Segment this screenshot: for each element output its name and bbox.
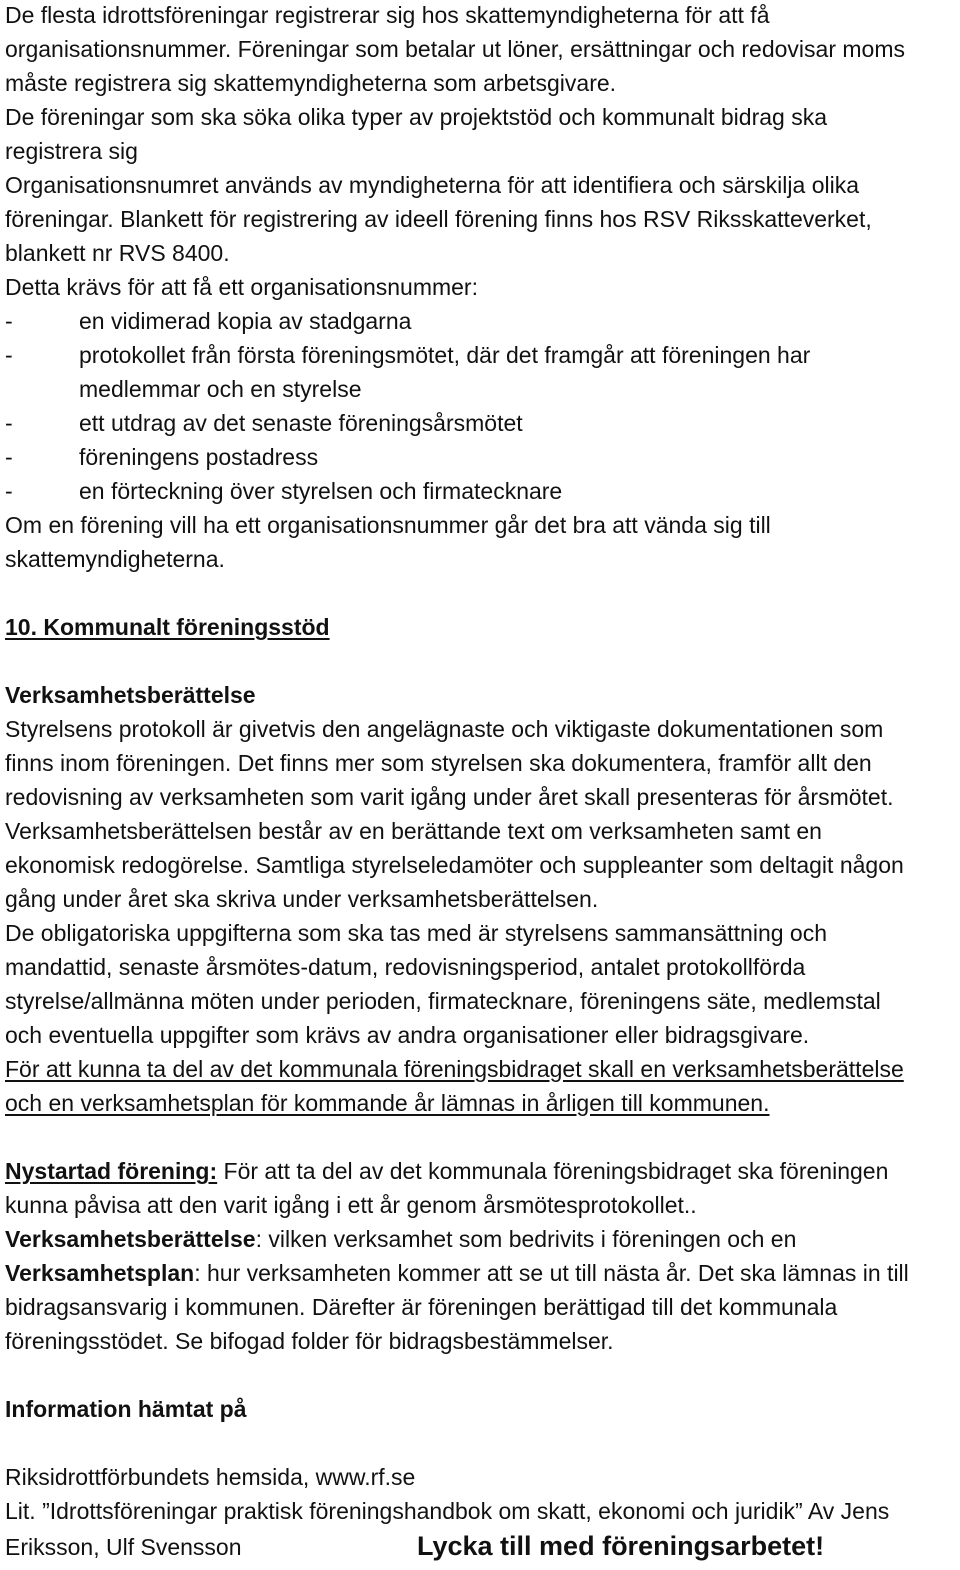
bullet-item — [5, 474, 562, 508]
text-line: Riksidrottförbundets hemsida, www.rf.se — [5, 1464, 416, 1490]
text-line: skattemyndigheterna. — [5, 546, 225, 572]
bullet-dash: - — [5, 410, 13, 436]
bullet-dash: - — [5, 444, 13, 470]
text-line: måste registrera sig skattemyndigheterna som arbetsgivare. — [5, 70, 617, 96]
text-line: Organisationsnumret används av myndigheterna för att identifiera och särskilja olika — [5, 172, 859, 198]
nystartad-line — [5, 1154, 888, 1188]
text-line: gång under året ska skriva under verksamhetsberättelsen. — [5, 886, 599, 912]
text-line: registrera sig — [5, 138, 138, 164]
bullet-dash: - — [5, 478, 13, 504]
text-line: styrelse/allmänna möten under perioden, firmatecknare, föreningens säte, medlemstal — [5, 988, 881, 1014]
text-line: De flesta idrottsföreningar registrerar sig hos skattemyndigheterna för att få — [5, 2, 770, 28]
nystartad-label: Nystartad förening: — [5, 1158, 218, 1184]
vb-line — [5, 1222, 796, 1256]
text-line: De obligatoriska uppgifterna som ska tas med är styrelsens sammansättning och — [5, 920, 828, 946]
bullet-text: föreningens postadress — [79, 444, 319, 470]
text-line: blankett nr RVS 8400. — [5, 240, 230, 266]
bullet-text: en vidimerad kopia av stadgarna — [79, 308, 412, 334]
vb-text: : vilken verksamhet som bedrivits i föreningen och en — [255, 1226, 797, 1252]
bullet-text: en förteckning över styrelsen och firmatecknare — [79, 478, 563, 504]
text-line: föreningar. Blankett för registrering av ideell förening finns hos RSV Riksskatteverket, — [5, 206, 872, 232]
text-line: finns inom föreningen. Det finns mer som styrelsen ska dokumentera, framför allt den — [5, 750, 872, 776]
vp-text: : hur verksamheten kommer att se ut till nästa år. Det ska lämnas in till — [194, 1260, 909, 1286]
underlined-line: och en verksamhetsplan för kommande år lämnas in årligen till kommunen. — [5, 1090, 770, 1116]
vp-label: Verksamhetsplan — [5, 1260, 195, 1286]
text-line: Eriksson, Ulf Svensson — [5, 1534, 242, 1560]
text-line: ekonomisk redogörelse. Samtliga styrelseledamöter och suppleanter som deltagit någon — [5, 852, 904, 878]
text-line: redovisning av verksamheten som varit igång under året skall presenteras för årsmötet. — [5, 784, 894, 810]
text-line: kunna påvisa att den varit igång i ett år genom årsmötesprotokollet.. — [5, 1192, 697, 1218]
subheading: Verksamhetsberättelse — [5, 682, 256, 708]
bullet-dash: - — [5, 342, 13, 368]
bullet-dash: - — [5, 308, 13, 334]
text-line: De föreningar som ska söka olika typer av projektstöd och kommunalt bidrag ska — [5, 104, 828, 130]
text-line: bidragsansvarig i kommunen. Därefter är föreningen berättigad till det kommunala — [5, 1294, 838, 1320]
text-line: och eventuella uppgifter som krävs av andra organisationer eller bidragsgivare. — [5, 1022, 810, 1048]
text-line: föreningsstödet. Se bifogad folder för bidragsbestämmelser. — [5, 1328, 614, 1354]
bullet-item — [5, 338, 810, 372]
text-line: organisationsnummer. Föreningar som betalar ut löner, ersättningar och redovisar moms — [5, 36, 905, 62]
nystartad-text: För att ta del av det kommunala föreningsbidraget ska föreningen — [217, 1158, 889, 1184]
bullet-text: protokollet från första föreningsmötet, där det framgår att föreningen har — [79, 342, 811, 368]
bullet-item — [5, 304, 411, 338]
section-heading: 10. Kommunalt föreningsstöd — [5, 614, 330, 640]
bullet-text: ett utdrag av det senaste föreningsårsmötet — [79, 410, 523, 436]
bullet-continuation: medlemmar och en styrelse — [79, 376, 362, 402]
info-heading: Information hämtat på — [5, 1396, 247, 1422]
text-line: Verksamhetsberättelsen består av en berättande text om verksamheten samt en — [5, 818, 822, 844]
vb-label: Verksamhetsberättelse — [5, 1226, 256, 1252]
bullet-item — [5, 440, 318, 474]
text-line: mandattid, senaste årsmötes-datum, redovisningsperiod, antalet protokollförda — [5, 954, 806, 980]
sign-off: Lycka till med föreningsarbetet! — [417, 1531, 825, 1561]
text-line: Detta krävs för att få ett organisationsnummer: — [5, 274, 478, 300]
vp-line — [5, 1256, 909, 1290]
text-line: Om en förening vill ha ett organisationsnummer går det bra att vända sig till — [5, 512, 771, 538]
underlined-line: För att kunna ta del av det kommunala föreningsbidraget skall en verksamhetsberättelse — [5, 1056, 904, 1082]
text-line: Lit. ”Idrottsföreningar praktisk föreningshandbok om skatt, ekonomi och juridik” Av Jens — [5, 1498, 890, 1524]
bullet-item — [5, 406, 523, 440]
text-line: Styrelsens protokoll är givetvis den angelägnaste och viktigaste dokumentationen som — [5, 716, 884, 742]
